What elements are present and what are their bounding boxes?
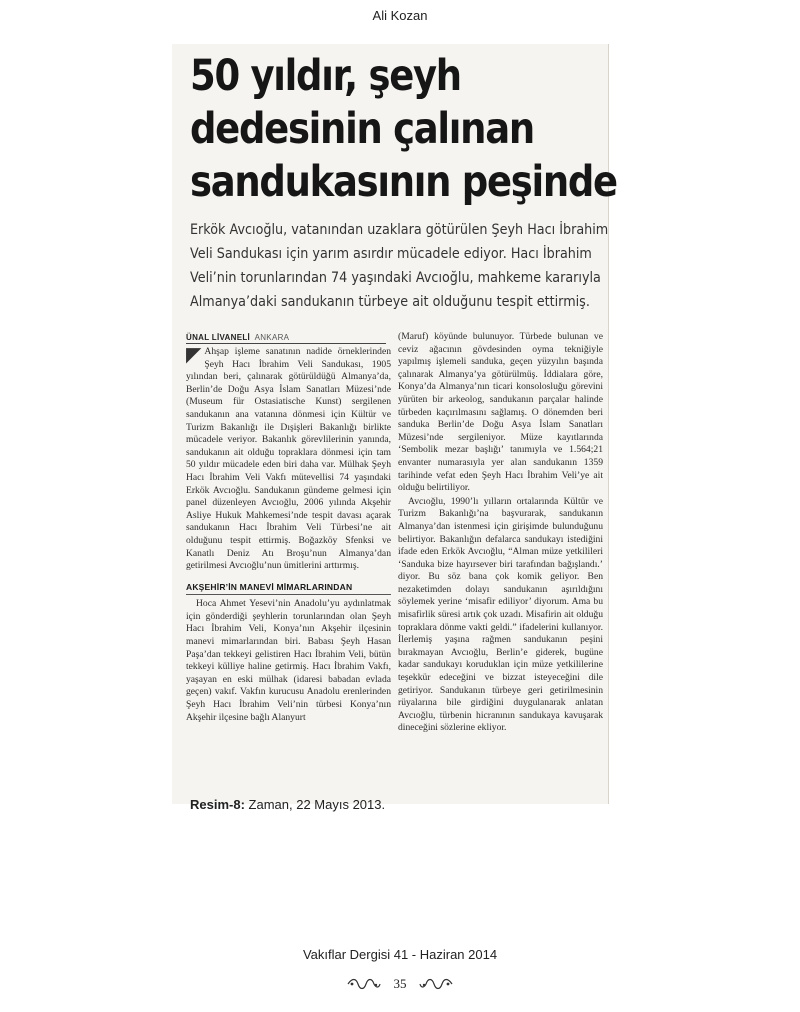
- deck-line: Veli Sandukası için yarım asırdır mücadele ediyor. Hacı İbrahim: [190, 246, 592, 262]
- ornament-right-icon: [418, 978, 454, 990]
- article-paragraph: Avcıoğlu, 1990’lı yılların ortalarında Kültür ve Turizm Bakanlığı’na başvurarak, sandukanın Almanya’dan istenmesi için girişimde bulunduğunu belirtiyor. Bakanlığın defalarca sandukayı istediğini ifade eden Erkök Avcıoğlu, “Alman müze yetkilileri ‘Sanduka bize hayırsever biri tarafından bağışlandı.’ diyor. Bu söz bana çok komik geliyor. Ben nezaketimden dolayı sandukanın aşırıldığını söylemek yerine ‘misafir ediliyor’ diyorum. Ama bu misafirlik süresi artık çok uzadı. Misafirin ait olduğu topraklara dönme vakti geldi.” ifadelerini kullanıyor. İlerlemiş yaşına rağmen sandukanın peşini bırakmayan Avcıoğlu, Berlin’e giderek, bugüne kadar sandukayı koruduklan için müze yetkililerine teşekkür edeceğini ve bizzat isteyeceğini dile getiriyor. Sandukanın türbeye geri getirilmesinin rüyalarına bile girdiğini duygulanarak anlatan Avcıoğlu, türbenin hicranının sandukaya kavuşarak dineceğini sözlerine ekliyor.: [398, 495, 603, 734]
- figure-caption: [190, 797, 385, 812]
- ornament-left-icon: [346, 978, 382, 990]
- byline-name: ÜNAL LİVANELİ: [186, 333, 251, 342]
- article-paragraph: (Maruf) köyünde bulunuyor. Türbede bulunan ve ceviz ağacının gövdesinden oyma tekniğiyle yapılmış işlemeli sanduka, geçen yüzyılın başında çalınarak Almanya’ya götürülmüş. İddialara göre, Konya’da Almanya’nın ticari konsolosluğu görevini yürüten bir arkeolog, sandukanın parçalar halinde türbeden kaçırılmasını sağlamış. O dönemden beri sanduka Berlin’de Doğu Asya İslam Sanatları Müzesi’nde sergileniyor. Müze kayıtlarında ‘Sembolik mezar başlığı’ tanımıyla ve 1.564;21 envanter numarasıyla yer alan sandukanın 1359 tarihinde vefat eden Şeyh Hacı İbrahim Veli’ye ait olduğu belirtiliyor.: [398, 331, 603, 494]
- page-number: 35: [393, 976, 407, 992]
- page-header-author: Ali Kozan: [372, 8, 428, 23]
- deck-line: Almanya’daki sandukanın türbeye ait olduğunu tespit ettirmiş.: [190, 294, 590, 310]
- byline-city: ANKARA: [254, 333, 290, 342]
- headline-line: 50 yıldır, şeyh: [190, 51, 461, 101]
- article-headline: [190, 50, 617, 209]
- journal-footer: Vakıflar Dergisi 41 - Haziran 2014: [302, 947, 498, 962]
- article-deck: [190, 218, 609, 314]
- article-paragraph: ◤ Ahşap işleme sanatının nadide örneklerinden Şeyh Hacı İbrahim Veli Sandukası, 1905 yılından beri, çalınarak götürüldüğü Almanya’da, Berlin’de Doğu Asya İslam Sanatları Müzesi’nde (Museum für Ostasiatische Kunst) sergilenen sandukanın ana vatanına dönmesi için Kültür ve Turizm Bakanlığı ile Dışişleri Bakanlığı birlikte mücadele veriyor. Bakanlık görevlilerinin yanında, sandukanın ait olduğu topraklara dönmesi için tam 50 yıldır mücadele eden biri daha var. Mülhak Şeyh Hacı İbrahim Veli Vakfı mütevellisi 74 yaşındaki Erkök Avcıoğlu. Sandukanın gündeme gelmesi için panel düzenleyen Avcıoğlu, 2006 yılında Akşehir Asliye Hukuk Mahkemesi’nde tespit davası açarak sandukanın Hacı İbrahim Veli Türbesi’ne ait olduğunu tespit ettirmiş. Boğazköy Sfenksi ve Kanatlı Deniz Atı Broşu’nun Almanya’dan getirilmesi Avcıoğlu’nun ümitlerini arttırmış.: [186, 346, 391, 573]
- article-column-left: [186, 346, 391, 724]
- headline-line: sandukasının peşinde: [190, 157, 617, 207]
- caption-label: Resim-8:: [190, 797, 245, 812]
- deck-line: Veli’nin torunlarından 74 yaşındaki Avcıoğlu, mahkeme kararıyla: [190, 270, 601, 286]
- deck-line: Erkök Avcıoğlu, vatanından uzaklara götürülen Şeyh Hacı İbrahim: [190, 222, 609, 238]
- caption-text: Zaman, 22 Mayıs 2013.: [244, 797, 386, 812]
- article-paragraph: Hoca Ahmet Yesevi’nin Anadolu’yu aydınlatmak için gönderdiği şeyhlerin torunlarından olan Şeyh Hacı İbrahim Veli, Konya’nın Akşehir ilçesinin manevi mimarlarından biri. Babası Şeyh Hasan Paşa’dan tekkeyi gelistiren Hacı İbrahim Veli, bütün tekkeyi külliye haline getirmiş. Hacı İbrahim Vakfı, yaşayan en eski mülhak (idaresi babadan evlada geçen) vakıf. Vakfın kurucusu Anadolu erenlerinden Şeyh Hacı İbrahim Veli’nin türbesi Konya’nın Akşehir ilçesine bağlı Alanyurt: [186, 598, 391, 723]
- article-byline: [186, 333, 386, 344]
- article-column-right: [398, 331, 603, 735]
- headline-line: dedesinin çalınan: [190, 104, 534, 154]
- page-number-row: [0, 975, 800, 992]
- article-subhead: AKŞEHİR’İN MANEVİ MİMARLARINDAN: [186, 581, 391, 596]
